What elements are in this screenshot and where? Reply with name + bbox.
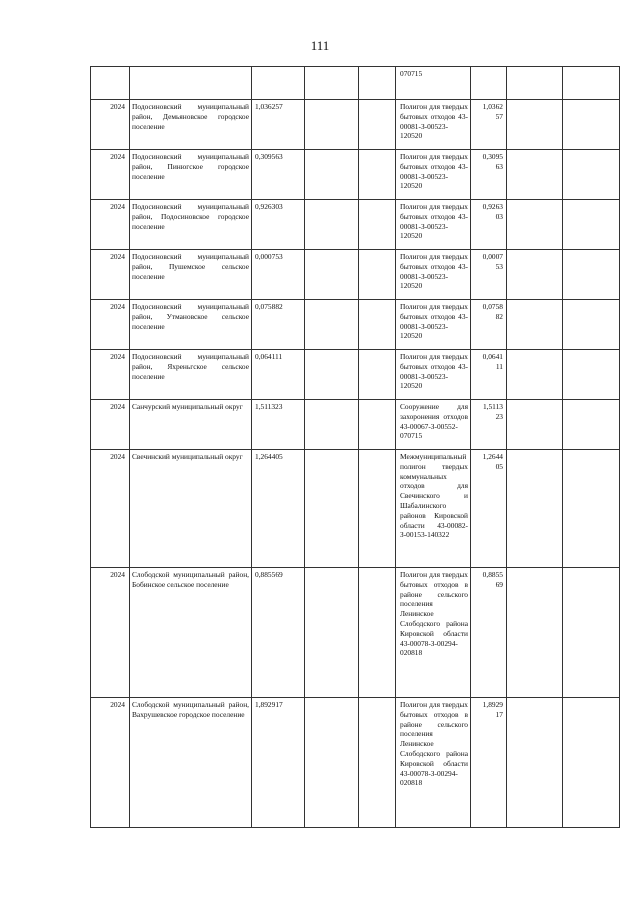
empty-cell — [359, 250, 396, 300]
value2-cell — [471, 200, 507, 250]
table-row — [91, 300, 620, 350]
object-cell-text: Полигон для твердых бытовых отходов 43-00081-З-00523-120520 — [400, 202, 468, 241]
object-cell — [396, 200, 471, 250]
municipality-cell-text: Подосиновский муниципальный район, Утмановское сельское поселение — [132, 302, 249, 331]
municipality-cell — [130, 568, 252, 698]
year-cell-text: 2024 — [110, 302, 125, 311]
value2-cell — [471, 150, 507, 200]
table-row — [91, 250, 620, 300]
value2-cell-text: 0,0007 53 — [482, 252, 503, 271]
object-cell-text: Полигон для твердых бытовых отходов в районе сельского поселения Ленинское Слободского района Кировской области 43-00078-З-00294-020818 — [400, 570, 468, 658]
value-cell-text: 1,511323 — [255, 402, 283, 411]
empty-cell — [359, 200, 396, 250]
year-cell — [91, 568, 130, 698]
empty-cell — [507, 67, 563, 100]
empty-cell — [359, 400, 396, 450]
object-cell-text: Сооружение для захоронения отходов 43-00067-З-00552-070715 — [400, 402, 468, 441]
object-cell — [396, 400, 471, 450]
value-cell — [252, 350, 305, 400]
value2-cell-text: 1,0362 57 — [482, 102, 503, 121]
empty-cell — [305, 250, 359, 300]
page-number: 111 — [310, 38, 330, 53]
municipality-cell — [130, 400, 252, 450]
data-table — [90, 66, 620, 828]
empty-cell — [563, 350, 620, 400]
empty-cell — [305, 200, 359, 250]
value2-cell-text: 0,0758 82 — [482, 302, 503, 321]
empty-cell — [507, 568, 563, 698]
municipality-cell-text: Свечинский муниципальный округ — [132, 452, 243, 461]
object-cell-text: Полигон для твердых бытовых отходов в районе сельского поселения Ленинское Слободского района Кировской области 43-00078-З-00294-020818 — [400, 700, 468, 788]
object-cell — [396, 150, 471, 200]
year-cell — [91, 67, 130, 100]
empty-cell — [305, 300, 359, 350]
value2-cell — [471, 698, 507, 828]
year-cell-text: 2024 — [110, 102, 125, 111]
value2-cell — [471, 568, 507, 698]
value-cell — [252, 200, 305, 250]
empty-cell — [305, 450, 359, 568]
municipality-cell-text: Подосиновский муниципальный район, Яхреньгское сельское поселение — [132, 352, 249, 381]
table-row — [91, 200, 620, 250]
empty-cell — [563, 67, 620, 100]
year-cell — [91, 350, 130, 400]
value-cell — [252, 450, 305, 568]
value-cell — [252, 250, 305, 300]
empty-cell — [563, 568, 620, 698]
empty-cell — [305, 150, 359, 200]
year-cell-text: 2024 — [110, 700, 125, 709]
empty-cell — [563, 150, 620, 200]
table-row — [91, 100, 620, 150]
municipality-cell-text: Подосиновский муниципальный район, Подосиновское городское поселение — [132, 202, 249, 231]
empty-cell — [305, 400, 359, 450]
table-row — [91, 400, 620, 450]
empty-cell — [507, 350, 563, 400]
empty-cell — [359, 568, 396, 698]
empty-cell — [563, 300, 620, 350]
year-cell-text: 2024 — [110, 452, 125, 461]
empty-cell — [359, 100, 396, 150]
value2-cell-text: 0,3095 63 — [482, 152, 503, 171]
object-cell — [396, 100, 471, 150]
empty-cell — [507, 100, 563, 150]
year-cell — [91, 450, 130, 568]
empty-cell — [563, 250, 620, 300]
year-cell-text: 2024 — [110, 252, 125, 261]
empty-cell — [563, 450, 620, 568]
object-cell — [396, 350, 471, 400]
value2-cell-text: 0,9263 03 — [482, 202, 503, 221]
value2-cell — [471, 450, 507, 568]
municipality-cell — [130, 350, 252, 400]
empty-cell — [359, 67, 396, 100]
year-cell-text: 2024 — [110, 352, 125, 361]
municipality-cell — [130, 450, 252, 568]
year-cell — [91, 200, 130, 250]
object-cell-text: Полигон для твердых бытовых отходов 43-00081-З-00523-120520 — [400, 102, 468, 141]
value-cell-text: 0,064111 — [255, 352, 283, 361]
value-cell — [252, 400, 305, 450]
year-cell-text: 2024 — [110, 202, 125, 211]
year-cell-text: 2024 — [110, 402, 125, 411]
empty-cell — [305, 350, 359, 400]
value-cell — [252, 300, 305, 350]
value-cell-text: 1,036257 — [255, 102, 283, 111]
value-cell — [252, 100, 305, 150]
value-cell — [252, 568, 305, 698]
object-cell — [396, 698, 471, 828]
value2-cell — [471, 250, 507, 300]
table-row — [91, 450, 620, 568]
empty-cell — [305, 100, 359, 150]
value-cell-text: 0,000753 — [255, 252, 283, 261]
object-cell-text: Полигон для твердых бытовых отходов 43-00081-З-00523-120520 — [400, 302, 468, 341]
value-cell — [252, 698, 305, 828]
value-cell-text: 1,892917 — [255, 700, 283, 709]
object-cell: 070715 — [396, 67, 471, 100]
object-cell — [396, 450, 471, 568]
object-cell-text: Полигон для твердых бытовых отходов 43-00081-З-00523-120520 — [400, 252, 468, 291]
table-row — [91, 568, 620, 698]
empty-cell — [507, 150, 563, 200]
municipality-cell — [130, 67, 252, 100]
table-row — [91, 150, 620, 200]
year-cell — [91, 300, 130, 350]
year-cell — [91, 400, 130, 450]
empty-cell — [507, 200, 563, 250]
value-cell-text: 0,075882 — [255, 302, 283, 311]
value2-cell-text: 1,2644 05 — [482, 452, 503, 471]
year-cell — [91, 150, 130, 200]
value2-cell — [471, 67, 507, 100]
empty-cell — [563, 698, 620, 828]
municipality-cell-text: Подосиновский муниципальный район, Пинюгское городское поселение — [132, 152, 249, 181]
object-cell-text: Межмуниципальный полигон твердых коммунальных отходов для Свечинского и Шабалинского районов Кировской области 43-00082-З-00153-140322 — [400, 452, 468, 540]
empty-cell — [359, 350, 396, 400]
municipality-cell-text: Слободской муниципальный район, Бобинское сельское поселение — [132, 570, 249, 589]
value-cell — [252, 150, 305, 200]
value2-cell — [471, 350, 507, 400]
empty-cell — [507, 450, 563, 568]
value-cell-text: 0,926303 — [255, 202, 283, 211]
empty-cell — [359, 150, 396, 200]
value-cell-text: 1,264405 — [255, 452, 283, 461]
empty-cell — [305, 568, 359, 698]
table-row — [91, 350, 620, 400]
empty-cell — [507, 250, 563, 300]
year-cell — [91, 698, 130, 828]
value2-cell — [471, 100, 507, 150]
year-cell-text: 2024 — [110, 570, 125, 579]
empty-cell — [507, 400, 563, 450]
municipality-cell-text: Слободской муниципальный район, Вахрушевское городское поселение — [132, 700, 249, 719]
table-row — [91, 67, 620, 100]
empty-cell — [563, 200, 620, 250]
empty-cell — [359, 450, 396, 568]
municipality-cell — [130, 200, 252, 250]
empty-cell — [563, 400, 620, 450]
municipality-cell — [130, 100, 252, 150]
year-cell — [91, 100, 130, 150]
municipality-cell-text: Подосиновский муниципальный район, Пушемское сельское поселение — [132, 252, 249, 281]
value-cell-text: 0,309563 — [255, 152, 283, 161]
value2-cell — [471, 400, 507, 450]
value2-cell-text: 1,5113 23 — [482, 402, 503, 421]
empty-cell — [507, 698, 563, 828]
object-cell — [396, 250, 471, 300]
object-cell-text: Полигон для твердых бытовых отходов 43-00081-З-00523-120520 — [400, 352, 468, 391]
value2-cell — [471, 300, 507, 350]
empty-cell — [305, 67, 359, 100]
value2-cell-text: 1,8929 17 — [482, 700, 503, 719]
empty-cell — [305, 698, 359, 828]
object-cell — [396, 568, 471, 698]
value2-cell-text: 0,0641 11 — [482, 352, 503, 371]
year-cell-text: 2024 — [110, 152, 125, 161]
municipality-cell — [130, 698, 252, 828]
object-cell — [396, 300, 471, 350]
object-cell-text: Полигон для твердых бытовых отходов 43-00081-З-00523-120520 — [400, 152, 468, 191]
table-row — [91, 698, 620, 828]
empty-cell — [507, 300, 563, 350]
municipality-cell — [130, 150, 252, 200]
municipality-cell-text: Подосиновский муниципальный район, Демьяновское городское поселение — [132, 102, 249, 131]
empty-cell — [359, 300, 396, 350]
empty-cell — [563, 100, 620, 150]
value-cell-text: 0,885569 — [255, 570, 283, 579]
municipality-cell — [130, 250, 252, 300]
year-cell — [91, 250, 130, 300]
value2-cell-text: 0,8855 69 — [482, 570, 503, 589]
municipality-cell-text: Санчурский муниципальный округ — [132, 402, 243, 411]
value-cell — [252, 67, 305, 100]
empty-cell — [359, 698, 396, 828]
municipality-cell — [130, 300, 252, 350]
